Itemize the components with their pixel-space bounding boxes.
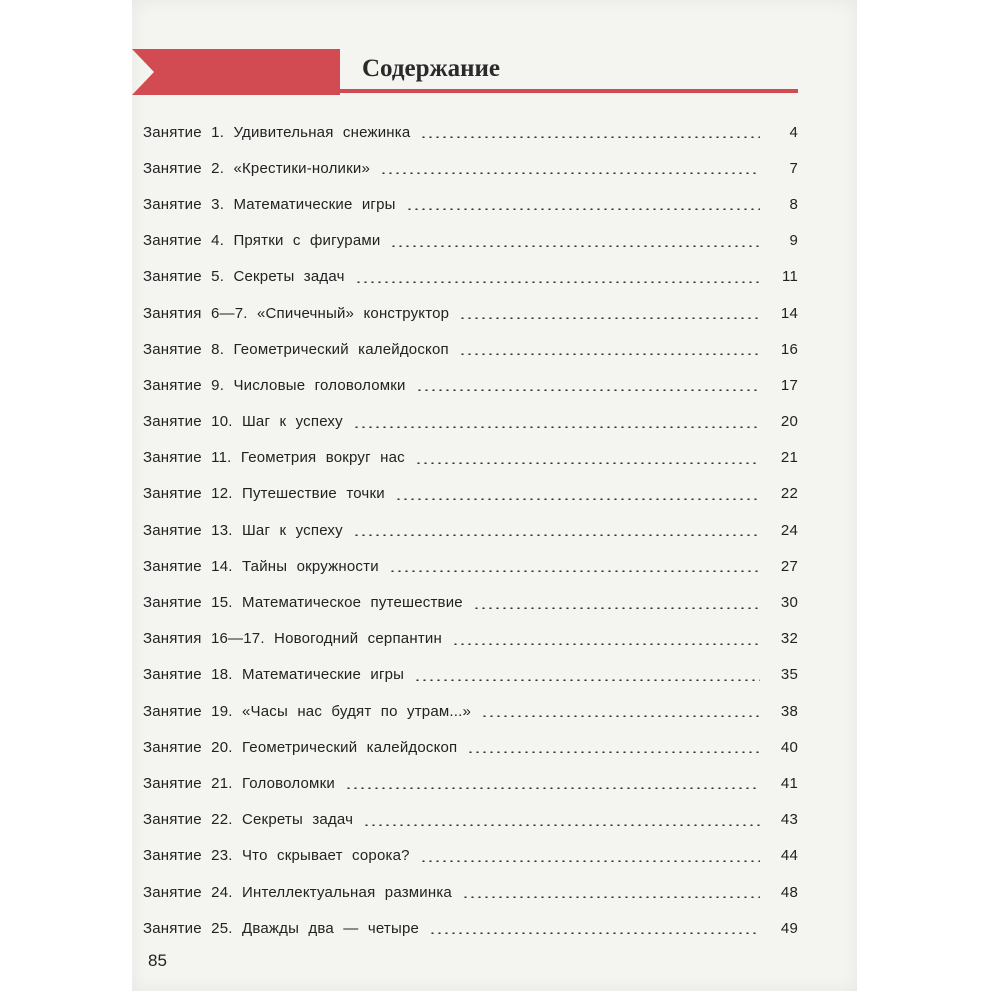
toc-entry — [143, 584, 798, 620]
toc-leader-dots — [345, 787, 760, 789]
toc-entry-title: Занятие 24. Интеллектуальная разминка — [143, 883, 452, 901]
toc-leader-dots — [406, 208, 760, 210]
toc-leader-dots — [420, 860, 760, 862]
toc-entry-title: Занятия 6—7. «Спичечный» конструктор — [143, 304, 450, 322]
toc-leader-dots — [353, 534, 760, 536]
toc-entry — [143, 548, 798, 584]
toc-leader-dots — [452, 643, 760, 645]
toc-entry-title: Занятие 19. «Часы нас будят по утрам...» — [143, 702, 472, 720]
toc-entry — [143, 621, 798, 657]
toc-entry — [143, 367, 798, 403]
toc-leader-dots — [467, 751, 760, 753]
toc-leader-dots — [353, 426, 760, 428]
toc-entry — [143, 259, 798, 295]
toc-entry — [143, 223, 798, 259]
toc-leader-dots — [473, 607, 760, 609]
toc-entry-title: Занятие 4. Прятки с фигурами — [143, 232, 381, 250]
toc-entry-page: 44 — [780, 847, 798, 865]
table-of-contents — [143, 114, 798, 946]
toc-entry-title: Занятие 14. Тайны окружности — [143, 557, 379, 575]
toc-entry-title: Занятие 10. Шаг к успеху — [143, 413, 343, 431]
toc-entry — [143, 910, 798, 946]
toc-entry — [143, 729, 798, 765]
toc-entry-page: 16 — [780, 340, 798, 358]
toc-entry-title: Занятие 21. Головоломки — [143, 774, 335, 792]
toc-entry-title: Занятие 13. Шаг к успеху — [143, 521, 343, 539]
toc-entry-title: Занятие 8. Геометрический калейдоскоп — [143, 340, 449, 358]
toc-leader-dots — [355, 281, 760, 283]
toc-entry — [143, 295, 798, 331]
toc-entry-page: 20 — [780, 413, 798, 431]
toc-entry-page: 14 — [780, 304, 798, 322]
toc-entry-title: Занятие 2. «Крестики-нолики» — [143, 159, 371, 177]
toc-entry-page: 43 — [780, 811, 798, 829]
toc-leader-dots — [459, 317, 760, 319]
toc-leader-dots — [415, 462, 760, 464]
toc-entry — [143, 802, 798, 838]
toc-entry — [143, 476, 798, 512]
toc-entry-page: 22 — [780, 485, 798, 503]
toc-leader-dots — [429, 932, 760, 934]
toc-entry — [143, 186, 798, 222]
toc-leader-dots — [380, 172, 760, 174]
toc-entry-page: 8 — [789, 195, 798, 213]
header-rule — [340, 89, 798, 93]
toc-entry-title: Занятие 22. Секреты задач — [143, 811, 354, 829]
toc-entry-page: 49 — [780, 919, 798, 937]
toc-leader-dots — [390, 245, 760, 247]
toc-entry-title: Занятие 5. Секреты задач — [143, 268, 345, 286]
toc-entry-page: 4 — [789, 123, 798, 141]
toc-entry-title: Занятие 11. Геометрия вокруг нас — [143, 449, 405, 467]
toc-entry — [143, 693, 798, 729]
toc-entry — [143, 765, 798, 801]
toc-entry-title: Занятия 16—17. Новогодний серпантин — [143, 630, 442, 648]
toc-leader-dots — [363, 824, 760, 826]
toc-leader-dots — [459, 353, 760, 355]
toc-entry-page: 11 — [782, 268, 798, 286]
toc-entry — [143, 512, 798, 548]
toc-entry — [143, 657, 798, 693]
toc-leader-dots — [481, 715, 760, 717]
toc-leader-dots — [462, 896, 760, 898]
toc-entry-page: 30 — [780, 594, 798, 612]
toc-leader-dots — [416, 389, 760, 391]
toc-entry-page: 9 — [789, 232, 798, 250]
toc-entry-title: Занятие 3. Математические игры — [143, 195, 396, 213]
toc-entry-page: 41 — [780, 774, 798, 792]
toc-entry-page: 32 — [780, 630, 798, 648]
toc-entry — [143, 114, 798, 150]
toc-entry-page: 21 — [780, 449, 798, 467]
toc-leader-dots — [395, 498, 760, 500]
toc-entry — [143, 404, 798, 440]
toc-entry-page: 17 — [780, 376, 798, 394]
toc-entry-title: Занятие 12. Путешествие точки — [143, 485, 385, 503]
toc-entry-page: 48 — [780, 883, 798, 901]
toc-entry-page: 7 — [789, 159, 798, 177]
toc-entry-title: Занятие 15. Математическое путешествие — [143, 594, 463, 612]
toc-leader-dots — [389, 570, 760, 572]
toc-entry — [143, 331, 798, 367]
toc-leader-dots — [420, 136, 760, 138]
page-title: Содержание — [362, 55, 501, 82]
toc-entry — [143, 838, 798, 874]
toc-entry-title: Занятие 20. Геометрический калейдоскоп — [143, 738, 458, 756]
toc-entry-page: 24 — [780, 521, 798, 539]
toc-entry-page: 40 — [780, 738, 798, 756]
toc-entry-page: 27 — [780, 557, 798, 575]
toc-leader-dots — [414, 679, 760, 681]
toc-entry-title: Занятие 25. Дважды два — четыре — [143, 919, 420, 937]
toc-entry — [143, 440, 798, 476]
toc-entry-title: Занятие 1. Удивительная снежинка — [143, 123, 411, 141]
toc-entry-page: 38 — [780, 702, 798, 720]
toc-entry-title: Занятие 23. Что скрывает сорока? — [143, 847, 410, 865]
header-ribbon — [132, 49, 340, 95]
page-number: 85 — [148, 951, 167, 970]
toc-entry-page: 35 — [780, 666, 798, 684]
toc-entry — [143, 150, 798, 186]
toc-entry-title: Занятие 9. Числовые головоломки — [143, 376, 406, 394]
toc-entry-title: Занятие 18. Математические игры — [143, 666, 405, 684]
toc-entry — [143, 874, 798, 910]
